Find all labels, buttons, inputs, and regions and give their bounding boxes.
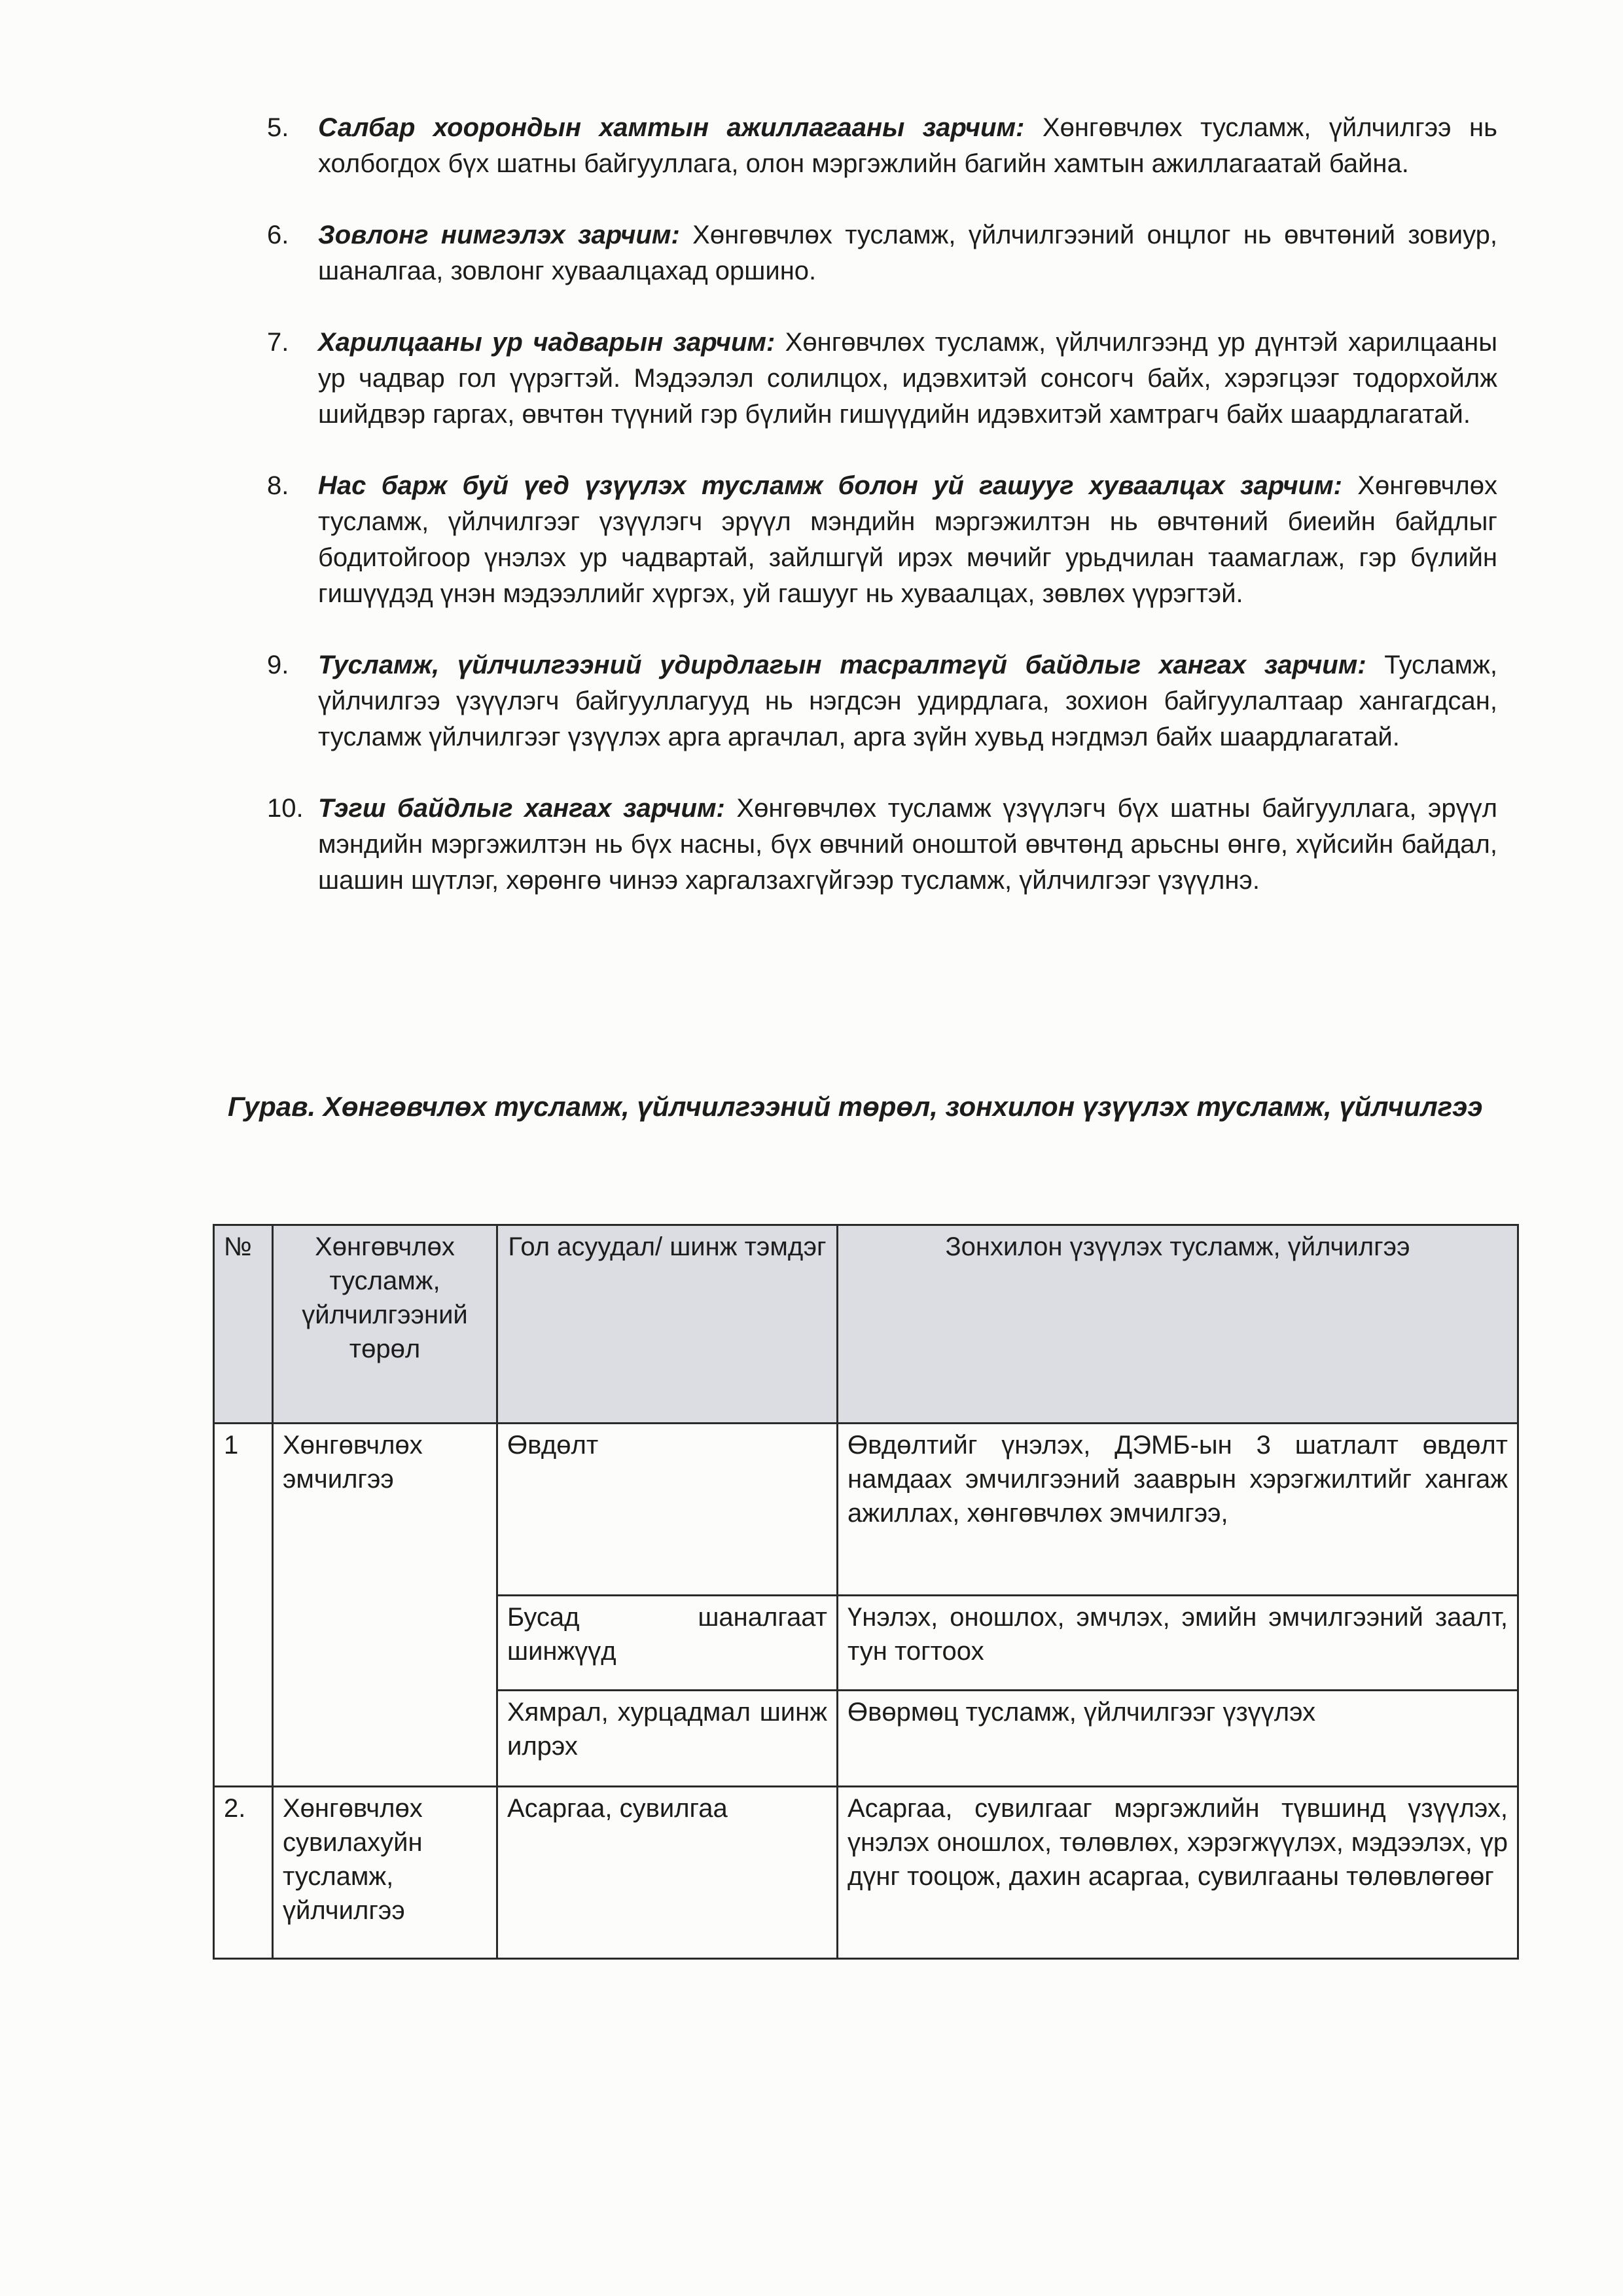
principle-text: Хөнгөвчлөх тусламж, үйлчилгээний онцлог нь өвчтөний зовиур, шаналгаа, зовлонг хуваалцахад оршино.: [318, 221, 1497, 285]
cell-issue: Асаргаа, сувилгаа: [497, 1787, 838, 1959]
services-table: [213, 1224, 1519, 1960]
principle-text: Хөнгөвчлөх тусламж, үйлчилгээнд ур дүнтэй харилцааны ур чадвар гол үүрэгтэй. Мэдээлэл солилцох, идэвхитэй сонсогч байх, хэрэгцээг тодорхойлж шийдвэр гаргах, өвчтөн түүний гэр бүлийн гишүүдийн идэвхитэй хамтрагч байх шаардлагатай.: [318, 328, 1497, 429]
principle-title: Тэгш байдлыг хангах зарчим:: [318, 794, 725, 823]
cell-service: Өвөрмөц тусламж, үйлчилгээг үзүүлэх: [838, 1691, 1518, 1787]
section-heading: Гурав. Хөнгөвчлөх тусламж, үйлчилгээний төрөл, зонхилон үзүүлэх тусламж, үйлчилгээ: [228, 1091, 1483, 1122]
header-number: №: [214, 1225, 273, 1424]
principle-title: Нас барж буй үед үзүүлэх тусламж болон уй гашууг хуваалцах зарчим:: [318, 471, 1342, 500]
principle-item-5: [267, 110, 1497, 182]
principle-number: 10.: [267, 794, 304, 823]
principle-item-10: [267, 791, 1497, 899]
cell-issue: Хямрал, хурцадмал шинж илрэх: [497, 1691, 838, 1787]
principle-title: Харилцааны ур чадварын зарчим:: [318, 328, 776, 357]
cell-service: Өвдөлтийг үнэлэх, ДЭМБ-ын 3 шатлалт өвдөлт намдаах эмчилгээний зааврын хэрэгжилтийг хангаж ажиллах, хөнгөвчлөх эмчилгээ,: [838, 1424, 1518, 1596]
principle-text: Тусламж, үйлчилгээ үзүүлэгч байгууллагууд нь нэгдсэн удирдлага, зохион байгуулалтаар хангагдсан, тусламж үйлчилгээг үзүүлэх арга аргачлал, арга зүйн хувьд нэгдмэл байх шаардлагатай.: [318, 651, 1497, 751]
principles-list: [267, 110, 1497, 934]
table-row: [214, 1787, 1518, 1959]
cell-number: 1: [214, 1424, 273, 1787]
principle-title: Тусламж, үйлчилгээний удирдлагын тасралтгүй байдлыг хангах зарчим:: [318, 651, 1366, 679]
principle-item-6: [267, 217, 1497, 289]
principle-title: Салбар хоорондын хамтын ажиллагааны зарчим:: [318, 113, 1025, 142]
principle-item-8: [267, 468, 1497, 612]
cell-service-type: Хөнгөвчлөх эмчилгээ: [273, 1424, 497, 1787]
principle-item-7: [267, 325, 1497, 433]
principle-text: Хөнгөвчлөх тусламж үзүүлэгч бүх шатны байгууллага, эрүүл мэндийн мэргэжилтэн нь бүх насны, бүх өвчний оноштой өвчтөнд арьсны өнгө, хүйсийн байдал, шашин шүтлэг, хөрөнгө чинээ харгалзахгүйгээр тусламж, үйлчилгээг үзүүлнэ.: [318, 794, 1497, 895]
principle-number: 9.: [267, 651, 289, 679]
principle-title: Зовлонг нимгэлэх зарчим:: [318, 221, 680, 249]
principle-number: 5.: [267, 113, 289, 142]
cell-service: Үнэлэх, оношлох, эмчлэх, эмийн эмчилгээний заалт, тун тогтоох: [838, 1596, 1518, 1691]
table-header-row: [214, 1225, 1518, 1424]
principle-item-9: [267, 647, 1497, 755]
principle-text: Хөнгөвчлөх тусламж, үйлчилгээг үзүүлэгч эрүүл мэндийн мэргэжилтэн нь өвчтөний биеийн байдлыг бодитойгоор үнэлэх ур чадвартай, зайлшгүй ирэх мөчийг урьдчилан таамаглаж, гэр бүлийн гишүүдэд үнэн мэдээллийг хүргэх, уй гашууг нь хуваалцах, зөвлөх үүрэгтэй.: [318, 471, 1498, 608]
table-row: [214, 1424, 1518, 1596]
header-service-type: Хөнгөвчлөх тусламж, үйлчилгээний төрөл: [273, 1225, 497, 1424]
cell-issue: Бусад шаналгаат шинжүүд: [497, 1596, 838, 1691]
header-main-issue: Гол асуудал/ шинж тэмдэг: [497, 1225, 838, 1424]
cell-number: 2.: [214, 1787, 273, 1959]
principle-text: Хөнгөвчлөх тусламж, үйлчилгээ нь холбогдох бүх шатны байгууллага, олон мэргэжлийн багийн хамтын ажиллагаатай байна.: [318, 113, 1497, 178]
principle-number: 7.: [267, 328, 289, 357]
header-main-service: Зонхилон үзүүлэх тусламж, үйлчилгээ: [838, 1225, 1518, 1424]
cell-service: Асаргаа, сувилгааг мэргэжлийн түвшинд үзүүлэх, үнэлэх оношлох, төлөвлөх, хэрэгжүүлэх, мэдээлэх, үр дүнг тооцож, дахин асаргаа, сувилгааны төлөвлөгөөг: [838, 1787, 1518, 1959]
principle-number: 8.: [267, 471, 289, 500]
principle-number: 6.: [267, 221, 289, 249]
cell-service-type: Хөнгөвчлөх сувилахуйн тусламж, үйлчилгээ: [273, 1787, 497, 1959]
cell-issue: Өвдөлт: [497, 1424, 838, 1596]
